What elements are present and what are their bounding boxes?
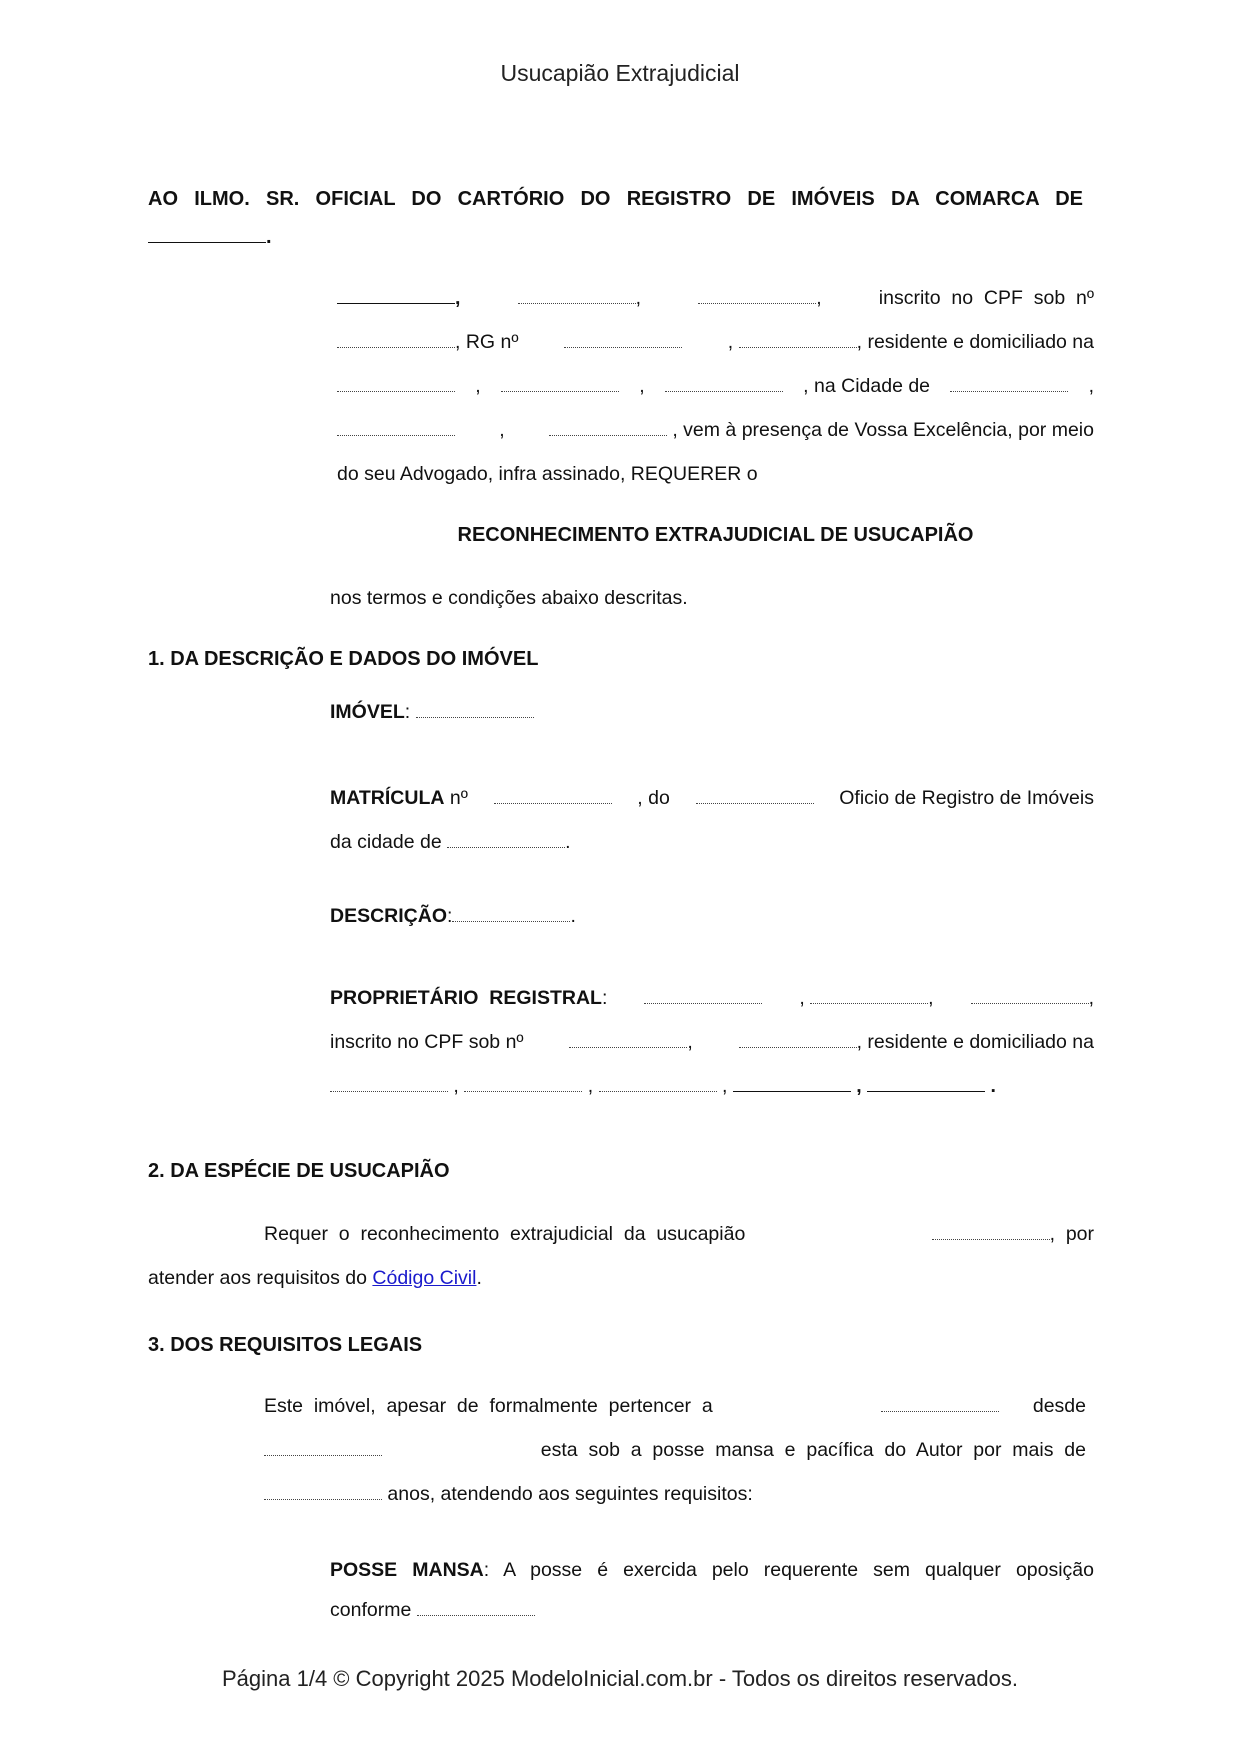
qual-line-2 bbox=[337, 320, 1094, 364]
comma: , bbox=[799, 987, 805, 1009]
city-label: , na Cidade de bbox=[803, 375, 931, 397]
comma: , bbox=[1088, 987, 1094, 1009]
oficio-number-blank[interactable] bbox=[696, 789, 814, 804]
comma: , bbox=[587, 1075, 594, 1097]
section-1-title: 1. DA DESCRIÇÃO E DADOS DO IMÓVEL bbox=[148, 648, 539, 670]
comma: , bbox=[687, 1031, 693, 1053]
codigo-civil-link[interactable]: Código Civil bbox=[372, 1267, 477, 1289]
comma: , bbox=[856, 1075, 862, 1097]
page-footer: Página 1/4 © Copyright 2025 ModeloInicial.com.br - Todos os direitos reservados. bbox=[222, 1666, 1018, 1691]
imovel-blank[interactable] bbox=[416, 703, 534, 718]
comma: , bbox=[928, 987, 934, 1009]
period: . bbox=[990, 1075, 996, 1097]
comma: , bbox=[721, 1075, 728, 1097]
s2-text-2: atender aos requisitos do bbox=[148, 1267, 367, 1289]
prop-district-blank[interactable] bbox=[599, 1077, 717, 1092]
terms-line: nos termos e condições abaixo descritas. bbox=[330, 587, 688, 609]
s3-text-2: esta sob a posse mansa e pacífica do Autor por mais de bbox=[540, 1439, 1086, 1461]
prop-line-3 bbox=[330, 1064, 1094, 1108]
comma: , bbox=[639, 375, 645, 397]
since-date-blank[interactable] bbox=[264, 1441, 382, 1456]
period: . bbox=[565, 831, 571, 853]
s2-text-1: Requer o reconhecimento extrajudicial da usucapião bbox=[264, 1223, 746, 1245]
colon: : bbox=[404, 701, 411, 723]
cpf-blank[interactable] bbox=[337, 333, 455, 348]
conforme-text: conforme bbox=[330, 1599, 412, 1621]
do-text: , do bbox=[637, 787, 670, 809]
descricao-field bbox=[330, 904, 576, 928]
number-sign: nº bbox=[449, 787, 468, 809]
document-header-title: Usucapião Extrajudicial bbox=[500, 60, 740, 86]
cidade-label: da cidade de bbox=[330, 831, 442, 853]
period: . bbox=[476, 1267, 482, 1289]
prop-line-2 bbox=[330, 1020, 1094, 1064]
s2-line-2 bbox=[148, 1256, 1094, 1300]
addressee-period: . bbox=[266, 226, 272, 248]
posse-line-2 bbox=[330, 1590, 1094, 1630]
descricao-blank[interactable] bbox=[452, 907, 570, 922]
desde-text: desde bbox=[1032, 1395, 1086, 1417]
s2-line-1 bbox=[148, 1212, 1094, 1256]
s3-line-1 bbox=[264, 1384, 1086, 1428]
prop-city-blank[interactable] bbox=[733, 1077, 851, 1092]
comma: , bbox=[475, 375, 481, 397]
colon: : bbox=[601, 987, 608, 1009]
imovel-label: IMÓVEL bbox=[330, 701, 405, 723]
owner-blank[interactable] bbox=[881, 1397, 999, 1412]
conforme-blank[interactable] bbox=[417, 1601, 535, 1616]
comma: , bbox=[453, 1075, 459, 1097]
qualification-paragraph bbox=[337, 276, 1094, 496]
name-blank[interactable] bbox=[337, 289, 455, 304]
years-blank[interactable] bbox=[264, 1485, 382, 1500]
prop-residente-text: , residente e domiciliado na bbox=[856, 1031, 1094, 1053]
prop-cpf-label: inscrito no CPF sob nº bbox=[330, 1031, 524, 1053]
comma: , bbox=[727, 331, 734, 353]
qual-line-4 bbox=[337, 408, 1094, 452]
s3-text-3: anos, atendendo aos seguintes requisitos: bbox=[387, 1483, 753, 1505]
comma: , bbox=[635, 287, 642, 309]
oficio-text: Oficio de Registro de Imóveis bbox=[839, 787, 1094, 809]
s2-text-1-end: , por bbox=[1049, 1223, 1094, 1245]
profession-blank[interactable] bbox=[739, 333, 857, 348]
section-3-title: 3. DOS REQUISITOS LEGAIS bbox=[148, 1334, 423, 1356]
matricula-line-1 bbox=[330, 776, 1094, 820]
matricula-label: MATRÍCULA bbox=[330, 787, 445, 809]
matricula-line-2 bbox=[330, 820, 1094, 864]
prop-state-blank[interactable] bbox=[867, 1077, 985, 1092]
posse-line-1 bbox=[330, 1550, 1094, 1590]
descricao-label: DESCRIÇÃO bbox=[330, 905, 448, 927]
period: . bbox=[570, 905, 576, 927]
comma: , bbox=[455, 287, 461, 309]
residente-text: , residente e domiciliado na bbox=[856, 331, 1094, 353]
qual-line-1 bbox=[337, 276, 1094, 320]
addressee-text: AO ILMO. SR. OFICIAL DO CARTÓRIO DO REGISTRO DE IMÓVEIS DA COMARCA DE bbox=[148, 188, 1083, 210]
colon: : bbox=[447, 905, 453, 927]
prop-nationality-blank[interactable] bbox=[810, 989, 928, 1004]
comarca-blank[interactable] bbox=[148, 228, 266, 243]
usucapiao-type-blank[interactable] bbox=[932, 1225, 1050, 1240]
matricula-field bbox=[330, 776, 1094, 864]
addressee bbox=[148, 180, 1083, 256]
comma: , bbox=[816, 287, 822, 309]
section-2-paragraph bbox=[148, 1212, 1094, 1300]
s3-text-1: Este imóvel, apesar de formalmente pertencer a bbox=[264, 1395, 713, 1417]
district-blank[interactable] bbox=[665, 377, 783, 392]
prop-profession-blank[interactable] bbox=[739, 1033, 857, 1048]
comma: , bbox=[499, 419, 505, 441]
prop-cpf-blank[interactable] bbox=[569, 1033, 687, 1048]
state-blank[interactable] bbox=[337, 421, 455, 436]
city-blank[interactable] bbox=[950, 377, 1068, 392]
matricula-blank[interactable] bbox=[494, 789, 612, 804]
comma: , bbox=[1088, 375, 1094, 397]
imovel-field bbox=[330, 700, 534, 724]
posse-mansa-label: POSSE MANSA bbox=[330, 1559, 484, 1581]
section-3-paragraph bbox=[264, 1384, 1086, 1516]
presence-text: , vem à presença de Vossa Excelência, por meio bbox=[672, 419, 1094, 441]
number-blank[interactable] bbox=[501, 377, 619, 392]
marital-status-blank[interactable] bbox=[698, 289, 816, 304]
matricula-city-blank[interactable] bbox=[447, 833, 565, 848]
posse-text: : A posse é exercida pelo requerente sem qualquer oposição bbox=[483, 1559, 1094, 1581]
qual-line-3 bbox=[337, 364, 1094, 408]
prop-number-blank[interactable] bbox=[464, 1077, 582, 1092]
proprietario-label: PROPRIETÁRIO REGISTRAL bbox=[330, 987, 602, 1009]
rg-label: , RG nº bbox=[455, 331, 519, 353]
prop-name-blank[interactable] bbox=[644, 989, 762, 1004]
rg-blank[interactable] bbox=[564, 333, 682, 348]
s3-line-3 bbox=[264, 1472, 1086, 1516]
prop-line-1 bbox=[330, 976, 1094, 1020]
prop-marital-blank[interactable] bbox=[971, 989, 1089, 1004]
street-blank[interactable] bbox=[337, 377, 455, 392]
proprietario-field bbox=[330, 976, 1094, 1108]
nationality-blank[interactable] bbox=[518, 289, 636, 304]
section-2-title: 2. DA ESPÉCIE DE USUCAPIÃO bbox=[148, 1160, 450, 1182]
posse-mansa-paragraph bbox=[330, 1550, 1094, 1630]
zip-blank[interactable] bbox=[549, 421, 667, 436]
qual-line-5: do seu Advogado, infra assinado, REQUERER o bbox=[337, 463, 758, 485]
prop-street-blank[interactable] bbox=[330, 1077, 448, 1092]
cpf-text: inscrito no CPF sob nº bbox=[878, 287, 1094, 309]
s3-line-2 bbox=[264, 1428, 1086, 1472]
request-title: RECONHECIMENTO EXTRAJUDICIAL DE USUCAPIÃO bbox=[457, 524, 974, 546]
